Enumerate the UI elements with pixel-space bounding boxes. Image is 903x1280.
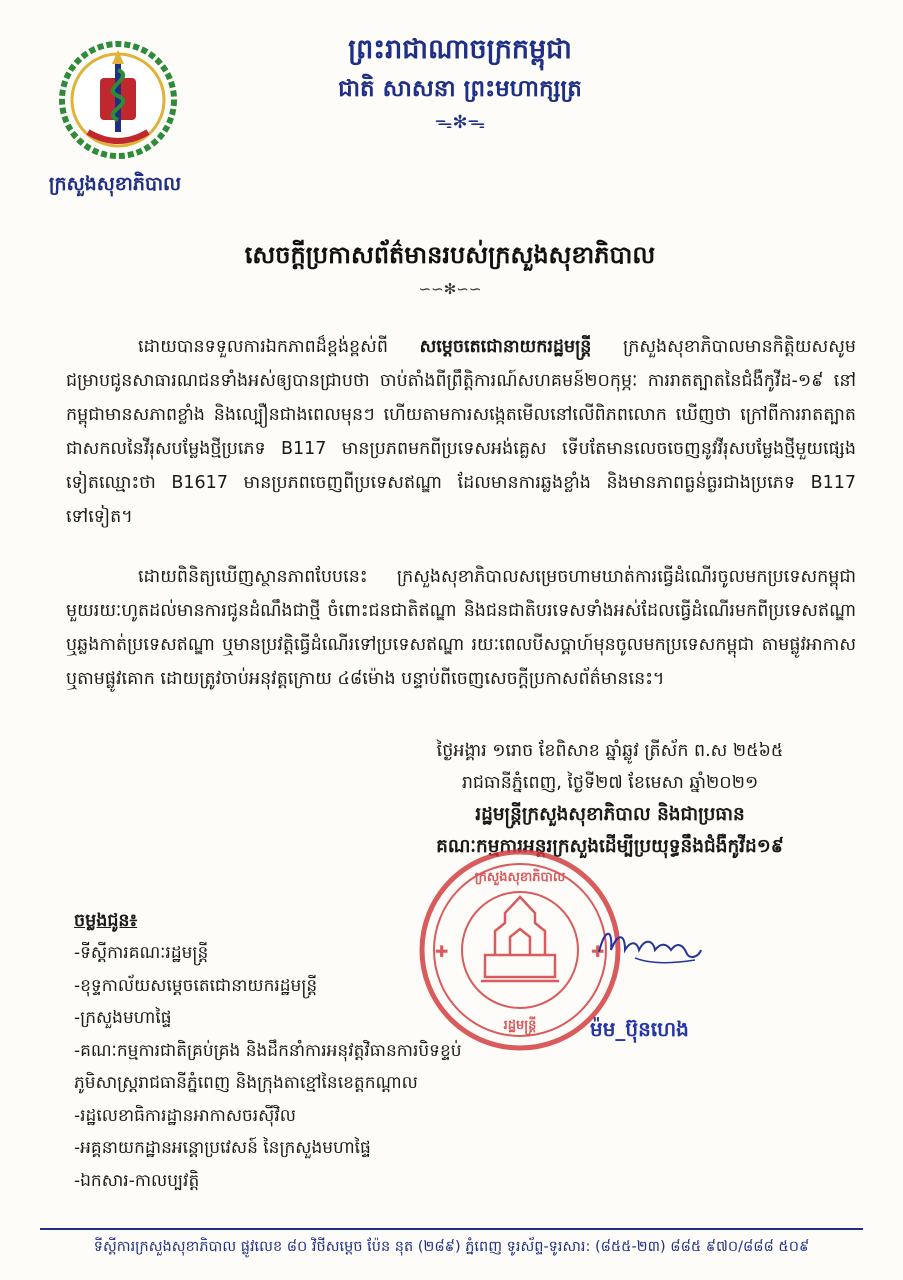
ministry-of-health-logo — [58, 40, 178, 160]
list-item: -គណៈកម្មការជាតិគ្រប់គ្រង និងដឹកនាំការអនុវត្តវិធានការបិទខ្ទប់ — [74, 1040, 462, 1061]
signatory-title-line-2: គណៈកម្មការអន្តរក្រសួងដើម្បីប្រយុទ្ធនឹងជំងឺកូវីដ១៩ — [436, 836, 784, 857]
lunar-date: ថ្ងៃអង្គារ ១រោច ខែពិសាខ ឆ្នាំឆ្លូវ ត្រីស័ក ព.ស ២៥៦៥ — [436, 741, 784, 761]
national-motto: ជាតិ សាសនា ព្រះមហាក្សត្រ — [338, 76, 582, 102]
date-signature-block — [360, 735, 860, 863]
list-item: -ទីស្តីការគណៈរដ្ឋមន្ត្រី — [74, 943, 209, 963]
signatory-title-line-1: រដ្ឋមន្ត្រីក្រសួងសុខាភិបាល និងជាប្រធាន — [475, 804, 745, 825]
solar-date: រាជធានីភ្នំពេញ, ថ្ងៃទី២៧ ខែមេសា ឆ្នាំ២០២១ — [461, 773, 759, 793]
svg-text:✚: ✚ — [591, 942, 605, 961]
list-item: -ខុទ្ទកាល័យសម្តេចតេជោនាយករដ្ឋមន្ត្រី — [74, 975, 318, 996]
para1-rest: ក្រសួងសុខាភិបាលមានកិត្តិយសសូមជម្រាបជូនសាធារណជនទាំងអស់ឲ្យបានជ្រាបថា ចាប់តាំងពីព្រឹត្តិការណ៍សហគមន៍២០កុម្ភៈ ការរាតត្បាតនៃជំងឺកូវីដ-១៩ នៅកម្ពុជាមានសភាពខ្លាំង និងល្បឿនជាងពេលមុនៗ ហើយតាមការសង្កេតមើលនៅលើពិភពលោក ឃើញថា ក្រៅពីការរាតត្បាតជាសកលនៃវីរុសបម្លែងថ្មីប្រភេទ B117 មានប្រភពមកពីប្រទេសអង់គ្លេស ទើបតែមានលេចចេញនូវវីរុសបម្លែងថ្មីមួយផ្សេងទៀតឈ្មោះថា B1617 មានប្រភពចេញពីប្រទេសឥណ្ឌា ដែលមានការឆ្លងខ្លាំង និងមានភាពធ្ងន់ធ្ងរជាងប្រភេទ B117 ទៅទៀត។ — [66, 337, 856, 527]
header-ornament: ᯓ✻ᯓ — [434, 112, 486, 133]
ministry-name: ក្រសួងសុខាភិបាល — [48, 173, 182, 195]
svg-text:✚: ✚ — [435, 942, 449, 961]
para1-start: ដោយបានទទួលការឯកភាពដ៏ខ្ពង់ខ្ពស់ពី — [138, 337, 420, 357]
cc-label: ចម្លងជូន៖ — [74, 911, 138, 931]
kingdom-header — [270, 30, 650, 136]
list-item: -ឯកសារ-កាលប្បវត្តិ — [74, 1170, 200, 1191]
stamp-text-bottom: រដ្ឋមន្ត្រី — [503, 1018, 537, 1033]
handwritten-signature — [595, 920, 705, 970]
list-item: -អគ្គនាយកដ្ឋានអន្តោប្រវេសន៍ នៃក្រសួងមហាផ្ទៃ — [74, 1138, 371, 1158]
document-title: សេចក្តីប្រកាសព័ត៌មានរបស់ក្រសួងសុខាភិបាល — [244, 241, 656, 269]
body-paragraph-1 — [66, 330, 856, 534]
title-ornament: ∽∽✻∽∽ — [418, 280, 482, 298]
footer-divider — [40, 1228, 863, 1230]
kingdom-title: ព្រះរាជាណាចក្រកម្ពុជា — [348, 34, 572, 65]
body-paragraph-2: ដោយពិនិត្យឃើញស្ថានភាពបែបនេះ ក្រសួងសុខាភិបាលសម្រេចហាមឃាត់ការធ្វើដំណើរចូលមកប្រទេសកម្ពុជាមួយរយៈហូតដល់មានការជូនដំណឹងជាថ្មី ចំពោះជនជាតិឥណ្ឌា និងជនជាតិបរទេសទាំងអស់ដែលធ្វើដំណើរមកពីប្រទេសឥណ្ឌា ឬឆ្លងកាត់ប្រទេសឥណ្ឌា ឬមានប្រវត្តិធ្វើដំណើរទៅប្រទេសឥណ្ឌា រយៈពេលបីសប្តាហ៍មុនចូលមកប្រទេសកម្ពុជា តាមផ្លូវអាកាស ឬតាមផ្លូវគោក ដោយត្រូវចាប់អនុវត្តក្រោយ ៤៨ម៉ោង បន្ទាប់ពីចេញសេចក្តីប្រកាសព័ត៌មាននេះ។ — [66, 567, 856, 689]
stamp-text-top: ក្រសួងសុខាភិបាល — [474, 870, 566, 885]
list-item: -រដ្ឋលេខាធិការដ្ឋានអាកាសចរស៊ីវិល — [74, 1105, 296, 1126]
para1-emphasis: សម្តេចតេជោនាយករដ្ឋមន្ត្រី — [419, 337, 592, 357]
signer-name: ម៉ម_ប៊ុនហេង — [590, 1017, 689, 1041]
list-item: -ក្រសួងមហាផ្ទៃ — [74, 1008, 172, 1028]
list-item: ភូមិសាស្ត្ររាជធានីភ្នំពេញ និងក្រុងតាខ្មៅនៃខេត្តកណ្តាល — [74, 1073, 418, 1093]
footer-address: ទីស្តីការក្រសួងសុខាភិបាល ផ្លូវលេខ ៨០ វិថីសម្តេច ប៉ែន នុត (២៨៩) ភ្នំពេញ ទូរស័ព្ទ-ទូរសារ: (៨៥៥-២៣) ៨៨៥ ៩៧០/៨៨៨ ៥០៩ — [93, 1239, 810, 1255]
cc-list — [74, 905, 594, 1197]
